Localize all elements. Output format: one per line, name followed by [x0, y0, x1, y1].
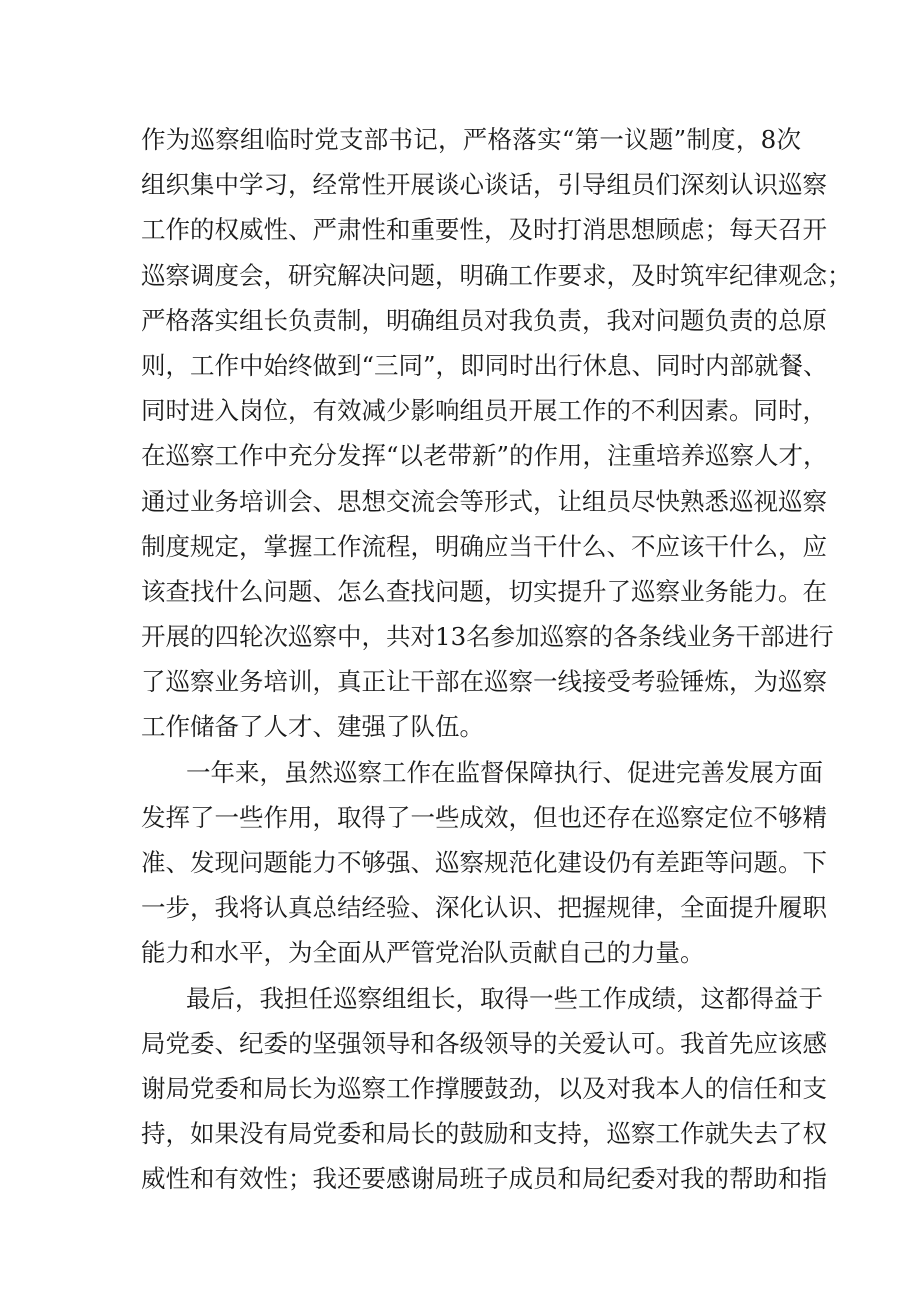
text-line: 通过业务培训会、思想交流会等形式，让组员尽快熟悉巡视巡察	[141, 486, 827, 516]
paragraph	[141, 976, 827, 1202]
text-line: 在巡察工作中充分发挥“以老带新”的作用，注重培养巡察人才，	[141, 441, 828, 471]
text-line: 了巡察业务培训，真正让干部在巡察一线接受考验锤炼，为巡察	[141, 667, 827, 697]
text-line: 一步，我将认真总结经验、深化认识、把握规律，全面提升履职	[141, 893, 827, 923]
text-line: 发挥了一些作用，取得了一些成效，但也还存在巡察定位不够精	[141, 802, 827, 832]
document-body	[141, 117, 852, 1202]
text-line: 组织集中学习，经常性开展谈心谈话，引导组员们深刻认识巡察	[141, 170, 827, 200]
text-line: 威性和有效性；我还要感谢局班子成员和局纪委对我的帮助和指	[141, 1164, 827, 1194]
text-line: 准、发现问题能力不够强、巡察规范化建设仍有差距等问题。下	[141, 848, 827, 877]
text-line: 作为巡察组临时党支部书记，严格落实“第一议题”制度，8次	[141, 125, 801, 154]
text-line: 局党委、纪委的坚强领导和各级领导的关爱认可。我首先应该感	[141, 1028, 827, 1058]
text-line: 同时进入岗位，有效减少影响组员开展工作的不利因素。同时，	[141, 396, 827, 426]
text-line: 一年来，虽然巡察工作在监督保障执行、促进完善发展方面	[186, 757, 823, 787]
text-line: 工作的权威性、严肃性和重要性，及时打消思想顾虑；每天召开	[141, 215, 827, 245]
paragraph	[141, 750, 827, 976]
text-line: 该查找什么问题、怎么查找问题，切实提升了巡察业务能力。在	[141, 576, 827, 606]
text-line: 谢局党委和局长为巡察工作撑腰鼓劲，以及对我本人的信任和支	[141, 1073, 827, 1103]
paragraph	[141, 117, 852, 750]
text-line: 制度规定，掌握工作流程，明确应当干什么、不应该干什么，应	[141, 531, 827, 561]
text-line: 最后，我担任巡察组组长，取得一些工作成绩，这都得益于	[186, 983, 823, 1013]
text-line: 巡察调度会，研究解决问题，明确工作要求，及时筑牢纪律观念；	[141, 260, 852, 290]
text-line: 能力和水平，为全面从严管党治队贡献自己的力量。	[141, 938, 705, 968]
text-line: 则，工作中始终做到“三同”，即同时出行休息、同时内部就餐、	[141, 350, 828, 380]
text-line: 开展的四轮次巡察中，共对13名参加巡察的各条线业务干部进行	[141, 622, 834, 652]
text-line: 工作储备了人才、建强了队伍。	[141, 712, 484, 742]
text-line: 持，如果没有局党委和局长的鼓励和支持，巡察工作就失去了权	[141, 1119, 827, 1149]
text-line: 严格落实组长负责制，明确组员对我负责，我对问题负责的总原	[141, 305, 827, 335]
